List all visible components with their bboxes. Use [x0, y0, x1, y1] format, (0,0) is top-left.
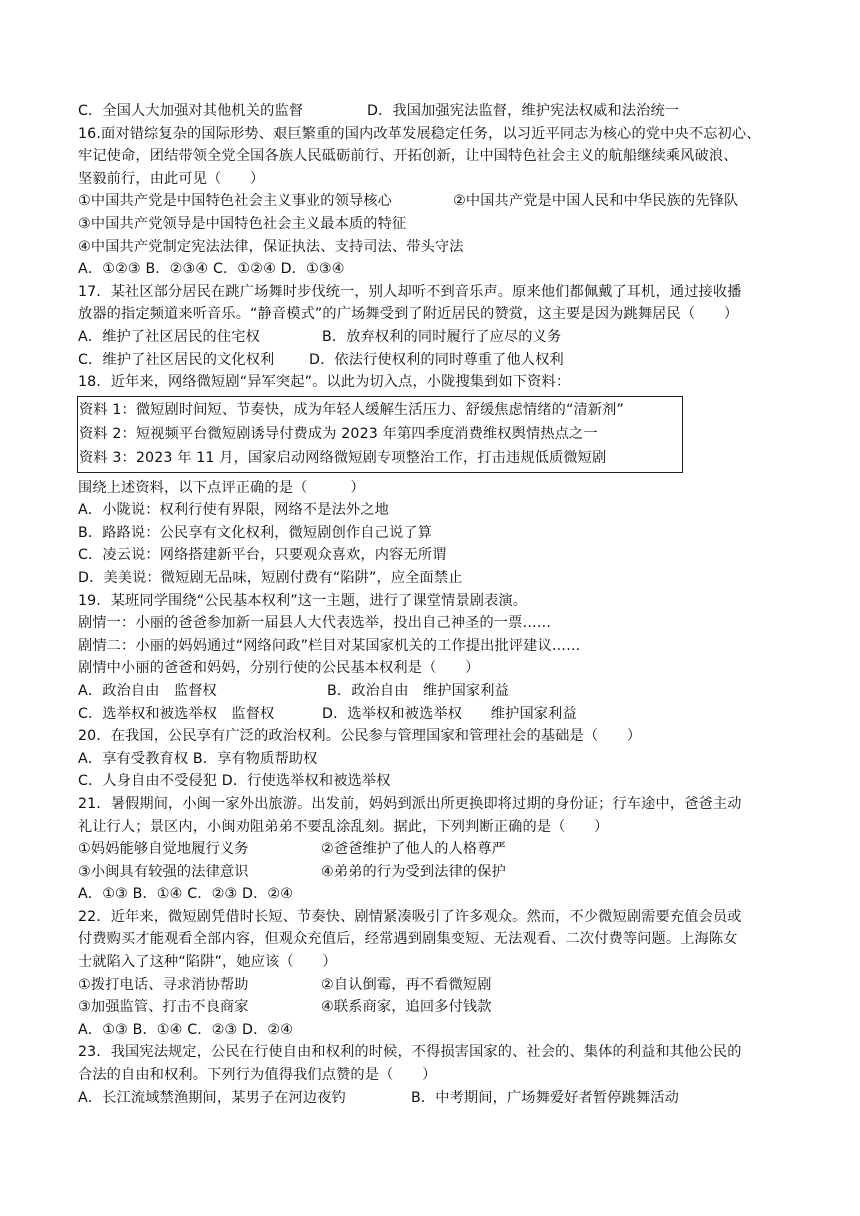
q16-answer-choices: A．①②③ B．②③④ C．①②④ D．①③④	[78, 261, 345, 278]
q16-option-1: ①中国共产党是中国特色社会主义事业的领导核心	[78, 193, 392, 210]
q23-options-ab	[78, 1087, 783, 1110]
q16-option-2: ②中国共产党是中国人民和中华民族的先锋队	[453, 193, 739, 210]
q17-option-a: A．维护了社区居民的住宅权	[78, 328, 260, 345]
q23-stem-line: 23．我国宪法规定，公民在行使自由和权利的时候，不得损害国家的、社会的、集体的利益和其他公民的	[78, 1044, 742, 1061]
q17-options-cd	[78, 349, 783, 372]
q22-answer-choices: A．①③ B．①④ C．②③ D．②④	[78, 1021, 294, 1038]
q19-scene-2: 剧情二：小丽的妈妈通过“网络问政”栏目对某国家机关的工作提出批评建议……	[78, 637, 581, 654]
q19-options-cd	[78, 703, 783, 726]
q22-option-2: ②自认倒霉，再不看微短剧	[321, 976, 492, 993]
q17-option-c: C．维护了社区居民的文化权利	[78, 351, 275, 368]
q17-options-ab	[78, 326, 783, 349]
q20-options-cd: C．人身自由不受侵犯 D．行使选举权和被选举权	[78, 773, 391, 790]
q18-option-c: C．凌云说：网络搭建新平台，只要观众喜欢，内容无所谓	[78, 547, 447, 564]
q19-stem: 19．某班同学围绕“公民基本权利”这一主题，进行了课堂情景剧表演。	[78, 592, 528, 609]
q21-option-2: ②爸爸维护了他人的人格尊严	[321, 841, 506, 858]
q19-option-b: B．政治自由 维护国家利益	[327, 682, 509, 699]
q21-option-3: ③小闽具有较强的法律意识	[78, 863, 249, 880]
q18-material: 资料 3：2023 年 11 月，国家启动网络微短剧专项整治工作，打击违规低质微短剧	[79, 450, 607, 467]
q18-question: 围绕上述资料，以下点评正确的是（ ）	[78, 479, 365, 496]
q18-material: 资料 1：微短剧时间短、节奏快，成为年轻人缓解生活压力、舒缓焦虑情绪的“清新剂”	[79, 401, 624, 418]
q17-option-d: D．依法行使权利的同时尊重了他人权利	[309, 351, 564, 368]
q19-options-ab	[78, 680, 783, 703]
q16-options-12	[78, 190, 783, 213]
q21-stem-line: 21．暑假期间，小闽一家外出旅游。出发前，妈妈到派出所更换即将过期的身份证；行车途中，爸爸主动	[78, 795, 742, 812]
q22-stem-line: 士就陷入了这种“陷阱”，她应该（ ）	[78, 954, 337, 971]
q18-option-a: A．小陇说：权利行使有界限，网络不是法外之地	[78, 502, 389, 519]
q23-stem-line: 合法的自由和权利。下列行为值得我们点赞的是（ ）	[78, 1067, 437, 1084]
q16-option-3: ③中国共产党领导是中国特色社会主义最本质的特征	[78, 215, 407, 232]
q16-stem-line: 坚毅前行，由此可见（ ）	[78, 170, 265, 187]
q18-stem: 18．近年来，网络微短剧“异军突起”。以此为切入点，小陇搜集到如下资料：	[78, 374, 571, 391]
q21-options-12	[78, 838, 783, 861]
exam-page	[78, 100, 783, 1109]
q22-option-4: ④联系商家，追回多付钱款	[321, 999, 492, 1016]
q23-option-b: B．中考期间，广场舞爱好者暂停跳舞活动	[411, 1089, 679, 1106]
q18-material: 资料 2：短视频平台微短剧诱导付费成为 2023 年第四季度消费维权舆情热点之一	[79, 426, 598, 443]
q23-option-a: A．长江流域禁渔期间，某男子在河边夜钓	[78, 1089, 346, 1106]
q22-option-3: ③加强监管、打击不良商家	[78, 999, 249, 1016]
q21-option-4: ④弟弟的行为受到法律的保护	[321, 863, 506, 880]
q21-option-1: ①妈妈能够自觉地履行义务	[78, 841, 249, 858]
q16-option-4: ④中国共产党制定宪法法律，保证执法、支持司法、带头守法	[78, 238, 464, 255]
q20-stem: 20．在我国，公民享有广泛的政治权利。公民参与管理国家和管理社会的基础是（ ）	[78, 728, 642, 745]
q16-stem-line: 16.面对错综复杂的国际形势、艰巨繁重的国内改革发展稳定任务，以习近平同志为核心的党中央不忘初心、	[78, 125, 761, 142]
q15-options-cd	[78, 100, 783, 123]
q17-stem-line: 17．某社区部分居民在跳广场舞时步伐统一，别人却听不到音乐声。原来他们都佩戴了耳机，通过接收播	[78, 283, 742, 300]
q15-option-c: C．全国人大加强对其他机关的监督	[78, 103, 304, 119]
q22-stem-line: 付费购买才能观看全部内容，但观众充值后，经常遇到剧集变短、无法观看、二次付费等问题。上海陈女	[78, 931, 738, 948]
q19-scene-1: 剧情一：小丽的爸爸参加新一届县人大代表选举，投出自己神圣的一票……	[78, 615, 552, 632]
q22-options-12	[78, 974, 783, 997]
q19-question: 剧情中小丽的爸爸和妈妈，分别行使的公民基本权利是（ ）	[78, 660, 480, 677]
q21-stem-line: 礼让行人；景区内，小闽劝阻弟弟不要乱涂乱刻。据此，下列判断正确的是（ ）	[78, 818, 609, 835]
q17-stem-line: 放器的指定频道来听音乐。“静音模式”的广场舞受到了附近居民的赞赏，这主要是因为跳舞居民（ ）	[78, 306, 739, 323]
q18-option-d: D．美美说：微短剧无品味，短剧付费有“陷阱”，应全面禁止	[78, 569, 463, 586]
q22-option-1: ①拨打电话、寻求消协帮助	[78, 976, 249, 993]
q21-answer-choices: A．①③ B．①④ C．②③ D．②④	[78, 886, 294, 903]
q19-option-a: A．政治自由 监督权	[78, 682, 217, 699]
q19-option-d: D．选举权和被选举权 维护国家利益	[322, 705, 577, 722]
q16-stem-line: 牢记使命，团结带领全党全国各族人民砥砺前行、开拓创新，让中国特色社会主义的航船继续乘风破浪、	[78, 148, 738, 165]
q22-stem-line: 22．近年来，微短剧凭借时长短、节奏快、剧情紧凑吸引了许多观众。然而，不少微短剧需要充值会员或	[78, 908, 742, 925]
q22-options-34	[78, 996, 783, 1019]
q19-option-c: C．选举权和被选举权 监督权	[78, 705, 275, 722]
q17-option-b: B．放弃权利的同时履行了应尽的义务	[322, 328, 562, 345]
q18-materials-box	[77, 396, 683, 473]
q20-options-ab: A．享有受教育权 B．享有物质帮助权	[78, 750, 318, 767]
q15-option-d: D．我国加强宪法监督，维护宪法权威和法治统一	[367, 103, 680, 119]
q21-options-34	[78, 861, 783, 884]
q18-option-b: B．路路说：公民享有文化权利，微短剧创作自己说了算	[78, 524, 432, 541]
